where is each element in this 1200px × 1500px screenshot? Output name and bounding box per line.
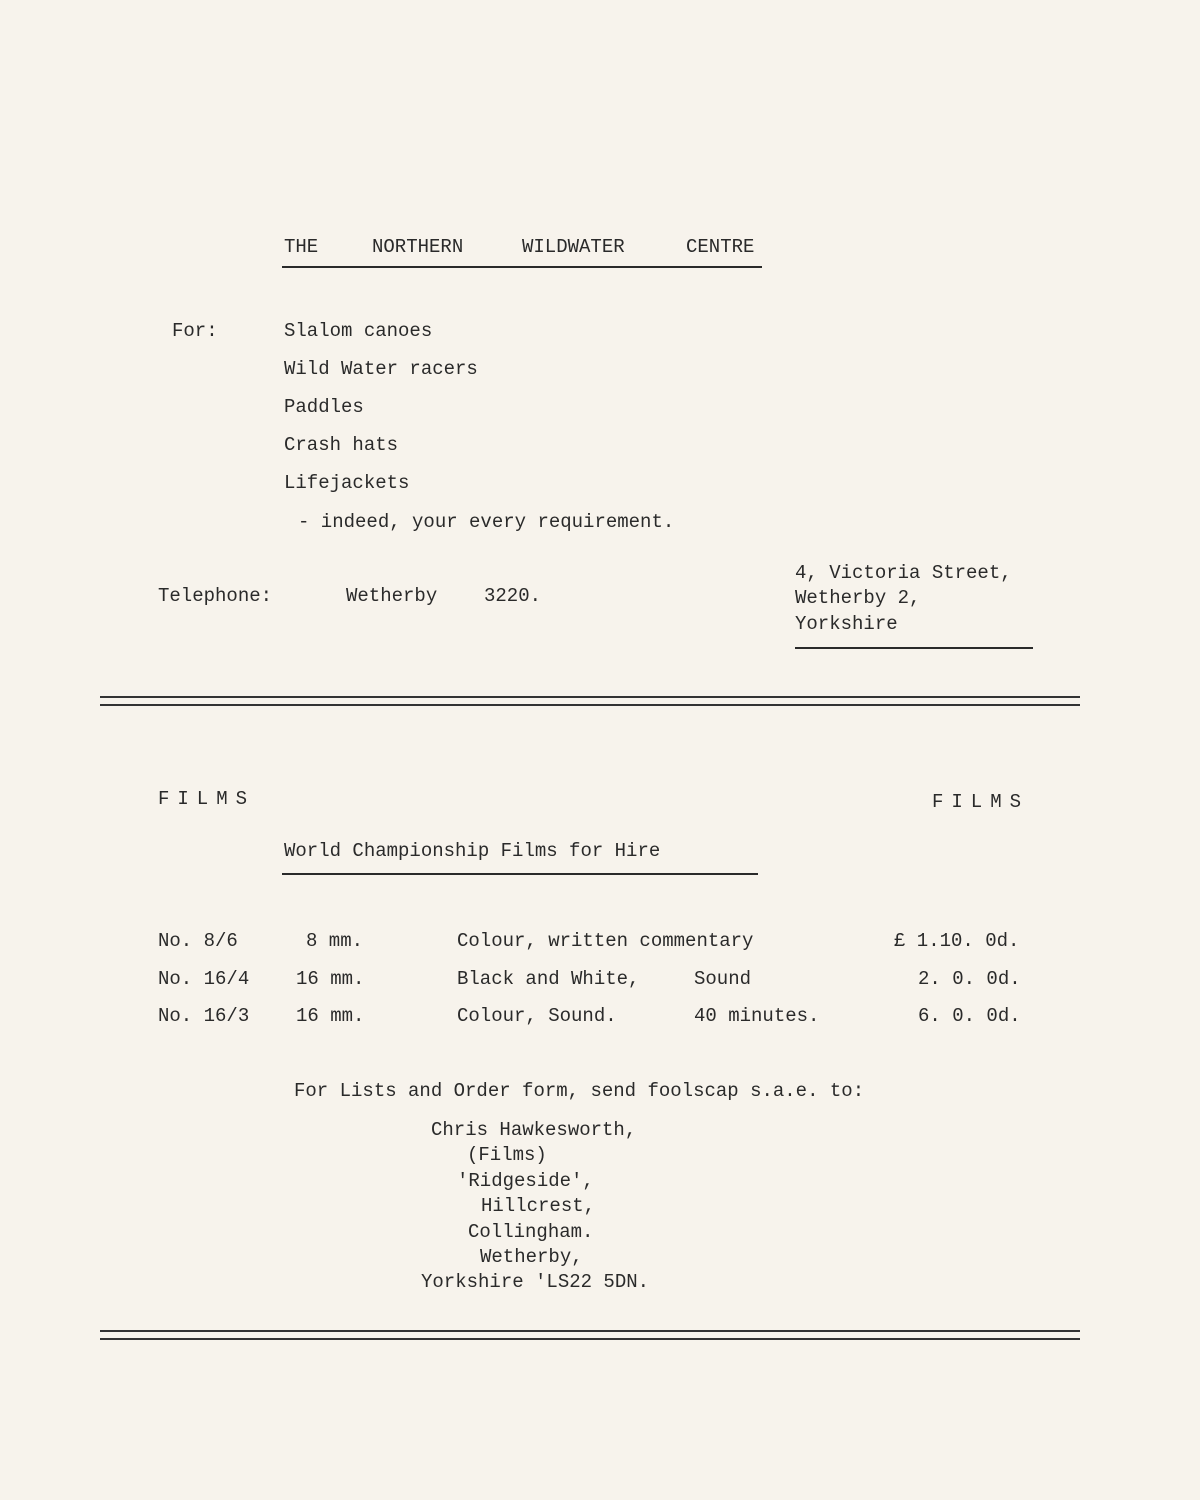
contact-line: Yorkshire 'LS22 5DN.	[421, 1271, 650, 1293]
film-gauge: 16 mm.	[296, 1005, 365, 1027]
film-description: Colour, Sound.	[457, 1005, 617, 1027]
title-word-centre: CENTRE	[686, 236, 755, 258]
address-line: 4, Victoria Street,	[795, 562, 1012, 584]
film-price: £ 1.10. 0d.	[894, 930, 1020, 952]
address-line: Yorkshire	[795, 613, 898, 635]
section-divider	[100, 1330, 1080, 1340]
order-line: For Lists and Order form, send foolscap s.a.e. to:	[294, 1080, 865, 1102]
telephone-number: 3220.	[484, 585, 542, 607]
films-subtitle: World Championship Films for Hire	[284, 840, 661, 862]
contact-line: Wetherby,	[480, 1246, 583, 1268]
contact-line: (Films)	[467, 1144, 547, 1166]
for-label: For:	[172, 320, 218, 342]
film-description: Colour, written commentary	[457, 930, 754, 952]
title-word-the: THE	[284, 236, 319, 258]
film-extra: 40 minutes.	[694, 1005, 820, 1027]
product-item: Paddles	[284, 396, 364, 418]
telephone-label: Telephone:	[158, 585, 273, 607]
product-item: Slalom canoes	[284, 320, 433, 342]
contact-line: Collingham.	[468, 1221, 594, 1243]
film-number: No. 8/6	[158, 930, 238, 952]
film-gauge: 16 mm.	[296, 968, 365, 990]
address-line: Wetherby 2,	[795, 587, 921, 609]
title-word-northern: NORTHERN	[372, 236, 464, 258]
film-extra: Sound	[694, 968, 752, 990]
telephone-town: Wetherby	[346, 585, 438, 607]
product-item: Crash hats	[284, 434, 399, 456]
film-price: 2. 0. 0d.	[918, 968, 1021, 990]
tagline: - indeed, your every requirement.	[298, 511, 675, 533]
film-description: Black and White,	[457, 968, 640, 990]
films-subtitle-underline	[282, 873, 758, 875]
section-divider	[100, 696, 1080, 706]
product-item: Lifejackets	[284, 472, 410, 494]
contact-line: Hillcrest,	[481, 1195, 596, 1217]
film-price: 6. 0. 0d.	[918, 1005, 1021, 1027]
contact-line: Chris Hawkesworth,	[431, 1119, 637, 1141]
film-gauge: 8 mm.	[306, 930, 364, 952]
title-underline	[282, 266, 762, 268]
films-heading-left: FILMS	[158, 788, 256, 810]
product-item: Wild Water racers	[284, 358, 478, 380]
film-number: No. 16/3	[158, 1005, 250, 1027]
films-heading-right: FILMS	[932, 791, 1030, 813]
contact-line: 'Ridgeside',	[457, 1170, 594, 1192]
title-word-wildwater: WILDWATER	[522, 236, 625, 258]
address-underline	[795, 647, 1033, 649]
film-number: No. 16/4	[158, 968, 250, 990]
